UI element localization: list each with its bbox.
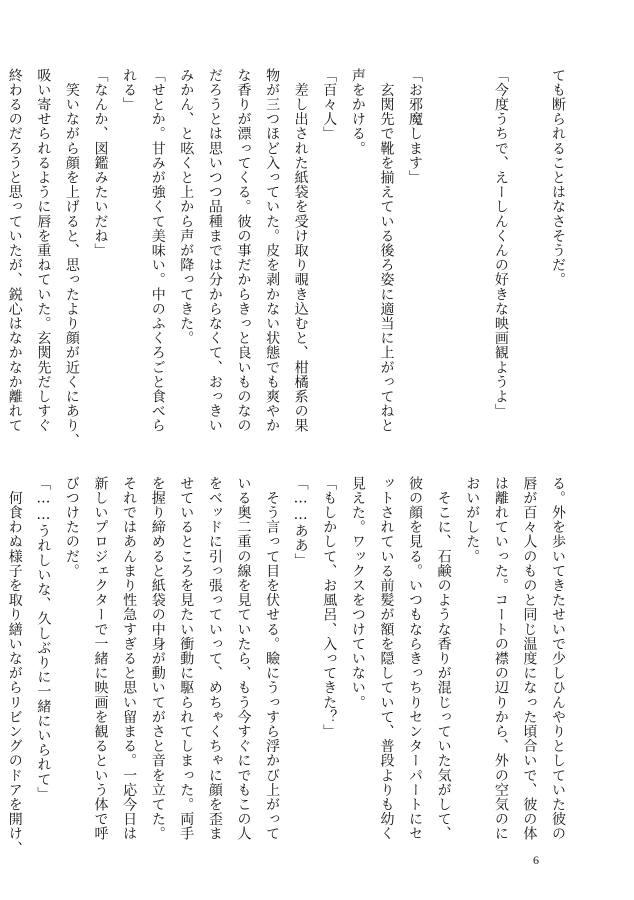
top-block-line: 玄関先で靴を揃えている後ろ姿に適当に上がってねと [378, 68, 395, 433]
bottom-block-line: それではあんまり性急すぎると思い留まる。一応今日は [121, 476, 138, 841]
bottom-block-line: いる奥二重の線を見ていたら、もう今すぐにでもこの人 [235, 476, 252, 841]
top-block-line: 「今度うちで、えーしんくんの好きな映画観ようよ」 [492, 68, 509, 419]
top-block-line: 物が三つほど入っていた。皮を剥かない状態でも爽やか [264, 68, 281, 433]
text-block-top [6, 68, 572, 456]
bottom-block-line: 唇が百々人のものと同じ温度になった頃合いで、彼の体 [521, 476, 538, 841]
top-block-line: みかん、と呟くと上から声が降ってきた。 [178, 68, 195, 346]
bottom-block-line: をベッドに引っ張っていって、めちゃくちゃに顔を歪ま [206, 476, 223, 841]
bottom-block-line: 彼の顔を見る。いつもならきっちりセンターパートにセ [407, 476, 424, 841]
top-block-line: れる」 [121, 68, 138, 112]
bottom-block-line: 新しいプロジェクターで一緒に映画を観るという体で呼 [92, 476, 109, 841]
bottom-block-line: そう言って目を伏せる。瞼にうっすら浮かび上がって [264, 476, 281, 841]
top-block-line: 「百々人」 [321, 68, 338, 141]
top-block-line [429, 68, 458, 456]
top-block-line [515, 68, 544, 456]
top-block-line [458, 68, 487, 456]
top-block-line: 終わるのだろうと思っていたが、鋭心はなかなか離れて [6, 68, 23, 433]
bottom-block-line: びつけたのだ。 [63, 476, 80, 579]
bottom-block-line: は離れていった。コートの襟の辺りから、外の空気のに [492, 476, 509, 841]
top-block-line: 「なんか、図鑑みたいだね」 [92, 68, 109, 258]
bottom-block-line: そこに、石鹸のような香りが混じっていた気がして、 [435, 476, 452, 841]
top-block-line: 「お邪魔します」 [407, 68, 424, 185]
bottom-block-line: ットされている前髪が額を隠していて、普段よりも幼く [378, 476, 395, 841]
bottom-block-line: を握り締めると紙袋の中身が動いてがさと音を立てた。 [149, 476, 166, 841]
top-block-line: な香りが漂ってくる。彼の事だからきっと良いものなの [235, 68, 252, 433]
top-block-line: だろうとは思いつつ品種までは分からなくて、おっきい [206, 68, 223, 433]
bottom-block-line: せているところを見たい衝動に駆られてしまった。両手 [178, 476, 195, 841]
bottom-block-line: 「もしかして、お風呂、入ってきた？」 [321, 476, 338, 739]
top-block-line: 笑いながら顔を上げると、思ったより顔が近くにあり、 [63, 68, 80, 448]
bottom-block-line: 何食わぬ様子を取り繕いながらリビングのドアを開け、 [6, 476, 23, 856]
top-block-line: 吸い寄せられるように唇を重ねていた。玄関先だしすぐ [35, 68, 52, 433]
page-number: 6 [533, 853, 539, 867]
text-block-bottom [6, 476, 572, 856]
bottom-block-line: る。外を歩いてきたせいで少しひんやりとしていた彼の [550, 476, 566, 841]
top-block-line: 「せとか。甘みが強くて美味い。中のふくろごと食べら [149, 68, 166, 433]
top-block-line: 差し出された紙袋を受け取り覗き込むと、柑橘系の果 [292, 68, 309, 433]
top-block-line: 声をかける。 [349, 68, 366, 156]
bottom-block-line: 見えた。ワックスをつけていない。 [349, 476, 366, 710]
bottom-block-line: 「……ああ」 [292, 476, 309, 568]
bottom-block-line: おいがした。 [464, 476, 481, 564]
bottom-block-line: 「……うれしいな、久しぶりに一緒にいられて」 [35, 476, 52, 802]
top-block-line: ても断られることはなさそうだ。 [550, 68, 566, 287]
